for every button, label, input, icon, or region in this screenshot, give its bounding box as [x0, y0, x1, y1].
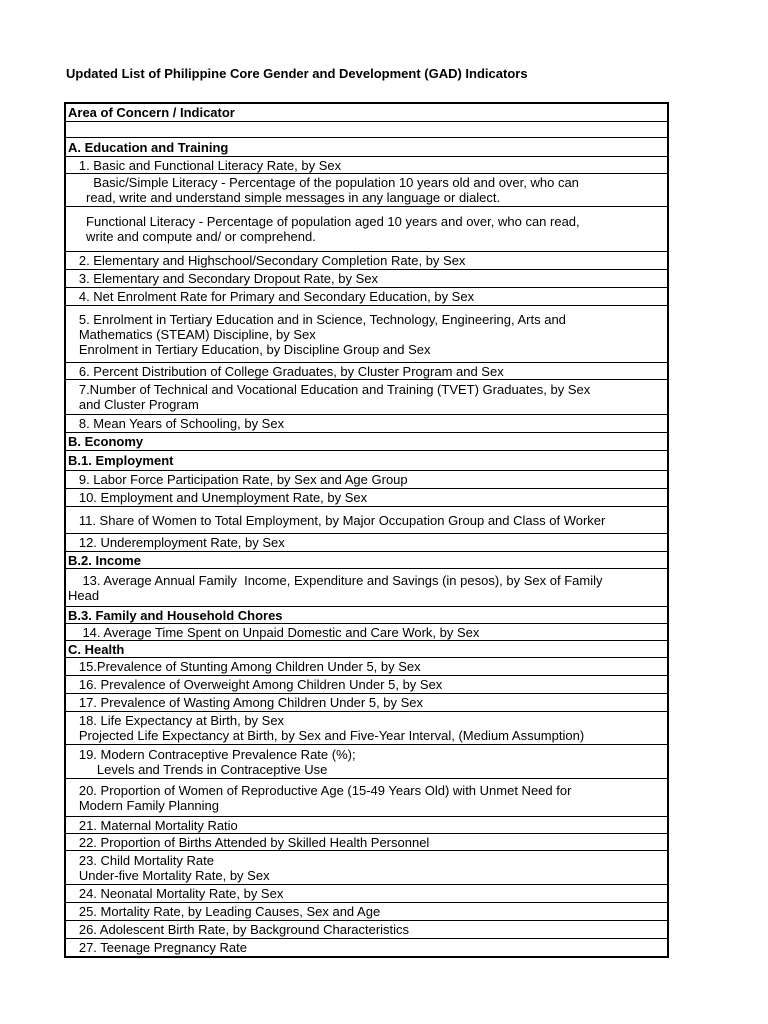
- indicator-row: [65, 569, 668, 607]
- indicator-cell: [65, 157, 668, 174]
- indicator-cell: [65, 288, 668, 306]
- indicator-row: [65, 817, 668, 834]
- cell-text-line: 25. Mortality Rate, by Leading Causes, Sex and Age: [68, 904, 381, 919]
- cell-text-line: 26. Adolescent Birth Rate, by Background Characteristics: [68, 922, 410, 937]
- indicator-row: [65, 694, 668, 712]
- cell-text-line: 27. Teenage Pregnancy Rate: [68, 940, 247, 955]
- cell-text-line: 9. Labor Force Participation Rate, by Sex and Age Group: [68, 472, 408, 487]
- indicator-row: [65, 174, 668, 207]
- indicator-cell: [65, 507, 668, 534]
- indicator-cell: [65, 270, 668, 288]
- cell-text-line: A. Education and Training: [68, 139, 229, 155]
- cell-text-line: 22. Proportion of Births Attended by Skilled Health Personnel: [68, 834, 430, 850]
- indicator-row: [65, 471, 668, 489]
- indicator-cell: [65, 694, 668, 712]
- cell-text-line: 21. Maternal Mortality Ratio: [68, 817, 238, 833]
- cell-text-line: 13. Average Annual Family Income, Expenditure and Savings (in pesos), by Sex of Family: [68, 572, 603, 588]
- indicator-row: [65, 288, 668, 306]
- indicator-cell: [65, 834, 668, 851]
- cell-text-line: Mathematics (STEAM) Discipline, by Sex: [68, 326, 316, 342]
- indicator-cell: [65, 676, 668, 694]
- indicator-row: [65, 507, 668, 534]
- indicator-cell: [65, 252, 668, 270]
- cell-text-line: Head: [68, 587, 100, 603]
- cell-text-line: 18. Life Expectancy at Birth, by Sex: [68, 713, 285, 728]
- cell-text-line: 7.Number of Technical and Vocational Education and Training (TVET) Graduates, by Sex: [68, 382, 591, 397]
- indicator-cell: [65, 624, 668, 641]
- indicator-row: [65, 380, 668, 415]
- indicator-row: [65, 306, 668, 363]
- section-row: [65, 451, 668, 471]
- indicator-row: [65, 676, 668, 694]
- indicator-cell: [65, 817, 668, 834]
- cell-text-line: 5. Enrolment in Tertiary Education and in Science, Technology, Engineering, Arts and: [68, 311, 566, 327]
- indicator-cell: [65, 921, 668, 939]
- indicator-row: [65, 270, 668, 288]
- indicator-cell: [65, 415, 668, 433]
- indicator-cell: [65, 534, 668, 552]
- cell-text-line: write and compute and/ or comprehend.: [68, 229, 316, 244]
- indicator-cell: [65, 851, 668, 885]
- cell-text-line: 2. Elementary and Highschool/Secondary Completion Rate, by Sex: [68, 253, 466, 268]
- cell-text-line: Functional Literacy - Percentage of population aged 10 years and over, who can read,: [68, 214, 580, 229]
- indicator-cell: [65, 489, 668, 507]
- section-heading-cell: [65, 138, 668, 157]
- indicator-row: [65, 921, 668, 939]
- table-body: [65, 103, 668, 957]
- indicator-row: [65, 834, 668, 851]
- indicator-cell: [65, 306, 668, 363]
- cell-text-line: 14. Average Time Spent on Unpaid Domestic and Care Work, by Sex: [68, 624, 480, 640]
- indicator-row: [65, 939, 668, 958]
- section-row: [65, 552, 668, 569]
- indicator-row: [65, 534, 668, 552]
- cell-text-line: 4. Net Enrolment Rate for Primary and Secondary Education, by Sex: [68, 289, 475, 304]
- indicator-row: [65, 712, 668, 745]
- cell-text-line: C. Health: [68, 641, 125, 657]
- cell-text-line: Under-five Mortality Rate, by Sex: [68, 867, 270, 883]
- section-heading-cell: [65, 433, 668, 451]
- blank-row: [65, 122, 668, 138]
- cell-text-line: 8. Mean Years of Schooling, by Sex: [68, 416, 285, 431]
- page-title: Updated List of Philippine Core Gender and Development (GAD) Indicators: [66, 66, 528, 81]
- cell-text-line: read, write and understand simple messages in any language or dialect.: [68, 190, 501, 205]
- section-heading-cell: [65, 451, 668, 471]
- cell-text-line: 16. Prevalence of Overweight Among Children Under 5, by Sex: [68, 677, 443, 692]
- indicator-row: [65, 885, 668, 903]
- cell-text-line: 3. Elementary and Secondary Dropout Rate, by Sex: [68, 271, 379, 286]
- indicator-row: [65, 489, 668, 507]
- cell-text-line: and Cluster Program: [68, 397, 199, 412]
- indicator-cell: [65, 380, 668, 415]
- indicator-cell: [65, 939, 668, 958]
- indicator-row: [65, 779, 668, 817]
- cell-text-line: 20. Proportion of Women of Reproductive Age (15-49 Years Old) with Unmet Need for: [68, 782, 572, 798]
- indicator-cell: [65, 207, 668, 252]
- section-heading-cell: [65, 607, 668, 624]
- cell-text-line: 12. Underemployment Rate, by Sex: [68, 535, 285, 550]
- indicator-row: [65, 207, 668, 252]
- indicator-cell: [65, 569, 668, 607]
- cell-text-line: Projected Life Expectancy at Birth, by Sex and Five-Year Interval, (Medium Assumption): [68, 728, 585, 743]
- indicator-row: [65, 658, 668, 676]
- cell-text-line: B. Economy: [68, 434, 144, 449]
- cell-text-line: B.3. Family and Household Chores: [68, 607, 283, 623]
- indicator-cell: [65, 174, 668, 207]
- section-row: [65, 138, 668, 157]
- section-row: [65, 607, 668, 624]
- table-header-cell: Area of Concern / Indicator: [65, 103, 668, 122]
- indicator-cell: [65, 885, 668, 903]
- indicator-row: [65, 252, 668, 270]
- indicator-cell: [65, 122, 668, 138]
- indicator-row: [65, 363, 668, 380]
- indicator-row: [65, 851, 668, 885]
- section-row: [65, 433, 668, 451]
- indicator-row: [65, 157, 668, 174]
- section-row: [65, 641, 668, 658]
- indicator-cell: [65, 658, 668, 676]
- cell-text-line: 1. Basic and Functional Literacy Rate, by Sex: [68, 157, 342, 173]
- indicator-cell: [65, 779, 668, 817]
- cell-text-line: 15.Prevalence of Stunting Among Children Under 5, by Sex: [68, 659, 421, 674]
- indicator-cell: [65, 712, 668, 745]
- indicator-row: [65, 415, 668, 433]
- indicator-row: [65, 745, 668, 779]
- indicator-row: [65, 903, 668, 921]
- indicator-cell: [65, 903, 668, 921]
- cell-text-line: 11. Share of Women to Total Employment, by Major Occupation Group and Class of Worker: [68, 512, 606, 528]
- cell-text-line: 23. Child Mortality Rate: [68, 852, 214, 868]
- cell-text-line: Enrolment in Tertiary Education, by Discipline Group and Sex: [68, 341, 431, 357]
- cell-text-line: 6. Percent Distribution of College Graduates, by Cluster Program and Sex: [68, 363, 504, 379]
- cell-text-line: B.1. Employment: [68, 453, 174, 468]
- section-heading-cell: [65, 552, 668, 569]
- table-header-row: [65, 103, 668, 122]
- cell-text-line: 17. Prevalence of Wasting Among Children Under 5, by Sex: [68, 695, 424, 710]
- cell-text-line: 10. Employment and Unemployment Rate, by Sex: [68, 490, 368, 505]
- cell-text-line: Modern Family Planning: [68, 797, 220, 813]
- indicator-row: [65, 624, 668, 641]
- gad-indicators-table: [64, 102, 669, 958]
- cell-text-line: 19. Modern Contraceptive Prevalence Rate (%);: [68, 746, 356, 762]
- cell-text-line: Levels and Trends in Contraceptive Use: [68, 761, 328, 777]
- cell-text-line: Basic/Simple Literacy - Percentage of the population 10 years old and over, who can: [68, 175, 579, 190]
- cell-text-line: 24. Neonatal Mortality Rate, by Sex: [68, 886, 284, 901]
- cell-text-line: B.2. Income: [68, 552, 141, 568]
- indicator-cell: [65, 745, 668, 779]
- indicator-cell: [65, 471, 668, 489]
- indicator-cell: [65, 363, 668, 380]
- section-heading-cell: [65, 641, 668, 658]
